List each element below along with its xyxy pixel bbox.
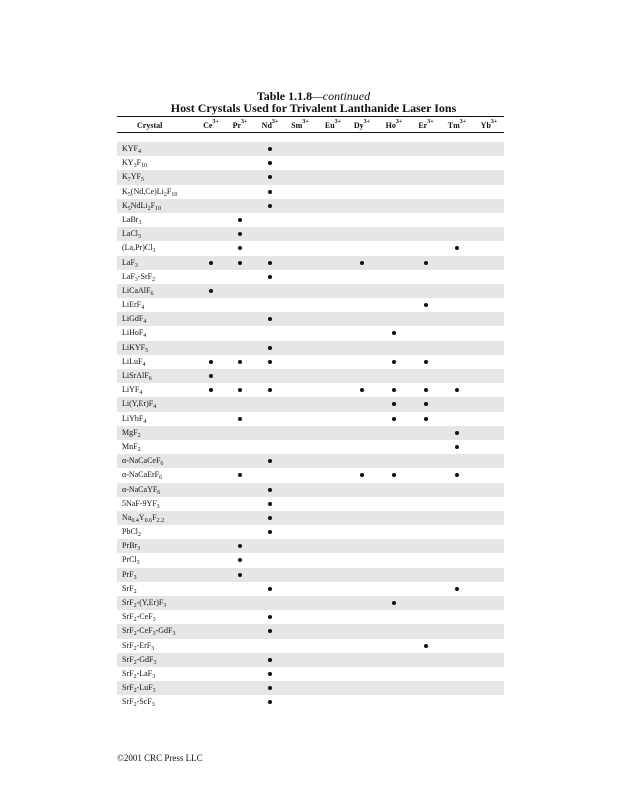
table-row: [117, 639, 504, 653]
ion-marker-pr: [238, 417, 242, 421]
table-row: [117, 582, 504, 596]
ion-marker-ho: [392, 417, 396, 421]
table-row: [117, 170, 504, 184]
ion-marker-nd: [268, 686, 272, 690]
crystal-name: PrBr$_3$: [122, 541, 141, 553]
crystal-name: SrF$_2$-CeF$_3$: [122, 612, 156, 624]
ion-marker-nd: [268, 502, 272, 506]
ion-charge: 3+: [459, 119, 467, 125]
table-row: [117, 695, 504, 709]
crystal-name: SrF$_2$-ErF$_3$: [122, 640, 155, 652]
crystal-name: LiCaAlF$_6$: [122, 285, 154, 297]
ion-marker-nd: [268, 147, 272, 151]
ion-marker-er: [424, 402, 428, 406]
ion-marker-nd: [268, 530, 272, 534]
ion-marker-nd: [268, 360, 272, 364]
ion-marker-nd: [268, 204, 272, 208]
table-subtitle: Host Crystals Used for Trivalent Lanthanide Laser Ions: [170, 101, 457, 115]
ion-symbol: Yb: [480, 121, 491, 130]
ion-charge: 3+: [490, 119, 498, 125]
ion-marker-nd: [268, 488, 272, 492]
ion-marker-pr: [238, 544, 242, 548]
crystal-name: $K_5(Nd,Ce)Li_2F_{10}$: [122, 186, 178, 198]
table-row: [117, 142, 504, 156]
ion-marker-nd: [268, 615, 272, 619]
ion-charge: 3+: [363, 119, 371, 125]
ion-marker-pr: [238, 218, 242, 222]
crystal-name: PrCl$_3$: [122, 555, 140, 567]
ion-marker-nd: [268, 388, 272, 392]
table-row: [117, 568, 504, 582]
ion-marker-tm: [455, 473, 459, 477]
ion-marker-ce: [209, 261, 213, 265]
crystal-name: $Na_{0.4}Y_{0.6}F_{2.2}$: [122, 512, 165, 524]
ion-symbol: Ce: [203, 121, 213, 130]
ion-column-header-er: [411, 121, 441, 130]
ion-marker-nd: [268, 317, 272, 321]
ion-symbol: Er: [418, 121, 428, 130]
table-row: [117, 213, 504, 227]
ion-marker-tm: [455, 431, 459, 435]
ion-charge: 3+: [395, 119, 403, 125]
table-row: [117, 426, 504, 440]
ion-marker-nd: [268, 261, 272, 265]
ion-marker-dy: [360, 473, 364, 477]
crystal-name: LaCl$_3$: [122, 229, 141, 241]
copyright-footer: ©2001 CRC Press LLC: [117, 753, 203, 763]
ion-marker-er: [424, 261, 428, 265]
ion-column-header-ho: [379, 121, 409, 130]
ion-marker-ho: [392, 360, 396, 364]
table-row: [117, 156, 504, 170]
crystal-name: LaBr$_3$: [122, 214, 142, 226]
crystal-name: α-NaCaYF$_6$: [122, 484, 161, 496]
table-row: [117, 553, 504, 567]
ion-marker-pr: [238, 246, 242, 250]
top-rule: [117, 116, 504, 117]
ion-marker-pr: [238, 232, 242, 236]
ion-marker-pr: [238, 388, 242, 392]
crystal-name: SrF$_2$-CeF$_3$-GdF$_3$: [122, 626, 176, 638]
ion-marker-nd: [268, 700, 272, 704]
ion-marker-nd: [268, 161, 272, 165]
ion-marker-pr: [238, 360, 242, 364]
ion-symbol: Ho: [385, 121, 396, 130]
table-row: [117, 497, 504, 511]
crystal-name: LiErF$_4$: [122, 300, 145, 312]
table-row: [117, 468, 504, 482]
ion-symbol: Sm: [291, 121, 303, 130]
crystal-name: SrF$_2$-ScF$_3$: [122, 697, 155, 709]
table-row: [117, 185, 504, 199]
crystal-name: $Li(Y,Er)F_4$: [122, 399, 157, 411]
table-row: [117, 383, 504, 397]
crystal-name: PrF$_3$: [122, 569, 137, 581]
ion-column-header-pr: [225, 121, 255, 130]
ion-charge: 3+: [334, 119, 342, 125]
crystal-name: PbCl$_2$: [122, 527, 142, 539]
table-row: [117, 483, 504, 497]
ion-marker-nd: [268, 459, 272, 463]
crystal-name: $KYF_4$: [122, 144, 142, 155]
ion-marker-nd: [268, 346, 272, 350]
crystal-name: SrF$_2$-LuF$_3$: [122, 683, 156, 695]
crystal-name: SrF$_2$-LaF$_3$: [122, 668, 156, 680]
table-row: [117, 454, 504, 468]
table-row: [117, 412, 504, 426]
ion-marker-pr: [238, 261, 242, 265]
table-row: [117, 525, 504, 539]
ion-marker-nd: [268, 672, 272, 676]
table-row: [117, 397, 504, 411]
ion-marker-ho: [392, 473, 396, 477]
ion-marker-nd: [268, 629, 272, 633]
table-header: [117, 121, 504, 132]
table-row: [117, 369, 504, 383]
ion-charge: 3+: [427, 119, 434, 125]
ion-marker-er: [424, 360, 428, 364]
crystal-name: α-NaCaCeF$_6$: [122, 456, 164, 468]
ion-column-header-dy: [347, 121, 377, 130]
ion-symbol: Nd: [261, 121, 272, 130]
table-row: [117, 596, 504, 610]
ion-marker-ce: [209, 289, 213, 293]
ion-symbol: Eu: [324, 121, 335, 130]
crystal-name: LaF$_3$: [122, 257, 138, 269]
table-row: [117, 511, 504, 525]
table-row: [117, 667, 504, 681]
table-row: [117, 653, 504, 667]
ion-marker-nd: [268, 190, 272, 194]
ion-marker-tm: [455, 388, 459, 392]
crystal-name: LiHoF$_4$: [122, 328, 147, 340]
crystal-name: LiLuF$_4$: [122, 356, 146, 368]
crystal-name: $5NaF-9YF_3$: [122, 498, 160, 510]
ion-marker-er: [424, 644, 428, 648]
ion-symbol: Tm: [447, 121, 460, 130]
ion-symbol: Pr: [232, 121, 241, 130]
crystal-name: LiYF$_4$: [122, 385, 143, 397]
ion-charge: 3+: [212, 119, 219, 125]
crystal-name: LiKYF$_5$: [122, 342, 149, 354]
table-row: [117, 256, 504, 270]
crystal-name: LiGdF$_4$: [122, 314, 147, 326]
ion-marker-nd: [268, 587, 272, 591]
ion-marker-pr: [238, 573, 242, 577]
ion-symbol: Dy: [353, 121, 364, 130]
crystal-name: LiSrAlF$_6$: [122, 371, 152, 382]
ion-marker-ho: [392, 601, 396, 605]
ion-marker-er: [424, 388, 428, 392]
ion-marker-ce: [209, 388, 213, 392]
header-rule: [117, 132, 504, 133]
crystal-name: LaF$_3$-SrF$_2$: [122, 271, 156, 283]
crystal-name: SrF$_2$-GdF$_3$: [122, 654, 157, 666]
crystal-name: $KY_3F_{10}$: [122, 158, 148, 170]
ion-marker-pr: [238, 558, 242, 562]
ion-marker-tm: [455, 445, 459, 449]
ion-marker-nd: [268, 658, 272, 662]
crystal-name: α-NaCaErF$_6$: [122, 470, 163, 482]
ion-column-header-tm: [442, 121, 472, 130]
table-row: [117, 681, 504, 695]
table-row: [117, 241, 504, 255]
ion-marker-ce: [209, 374, 213, 378]
crystal-name: MgF$_2$: [122, 427, 141, 439]
table-row: [117, 440, 504, 454]
ion-marker-ho: [392, 402, 396, 406]
ion-marker-nd: [268, 516, 272, 520]
ion-marker-tm: [455, 587, 459, 591]
ion-column-header-ce: [196, 121, 226, 130]
ion-marker-tm: [455, 246, 459, 250]
table-row: [117, 199, 504, 213]
ion-charge: 3+: [302, 119, 309, 125]
crystal-name: LiYbF$_4$: [122, 413, 147, 425]
ion-column-header-eu: [318, 121, 348, 130]
ion-marker-ce: [209, 360, 213, 364]
table-body: [117, 142, 504, 710]
ion-marker-er: [424, 417, 428, 421]
ion-marker-nd: [268, 175, 272, 179]
ion-marker-dy: [360, 388, 364, 392]
table-row: [117, 355, 504, 369]
ion-column-header-nd: [255, 121, 285, 130]
ion-marker-ho: [392, 388, 396, 392]
ion-charge: 3+: [271, 119, 279, 125]
table-row: [117, 270, 504, 284]
ion-marker-nd: [268, 275, 272, 279]
ion-column-header-yb: [474, 121, 504, 130]
table-row: [117, 312, 504, 326]
table-row: [117, 610, 504, 624]
crystal-name: $SrF_2-(Y,Er)F_3$: [122, 598, 167, 609]
crystal-column-header: Crystal: [137, 121, 163, 130]
crystal-name: MnF$_2$: [122, 441, 141, 453]
table-row: [117, 227, 504, 241]
crystal-name: $K_7YF_5$: [122, 172, 145, 184]
crystal-name: $(La,Pr)Cl_3$: [122, 243, 156, 255]
ion-marker-ho: [392, 331, 396, 335]
ion-marker-pr: [238, 473, 242, 477]
table-row: [117, 341, 504, 355]
table-title: Table 1.1.8—continued: [256, 89, 371, 103]
crystal-name: $K_5NdLi_2F_{10}$: [122, 200, 162, 212]
ion-marker-er: [424, 303, 428, 307]
ion-marker-dy: [360, 261, 364, 265]
ion-charge: 3+: [241, 119, 248, 125]
table-row: [117, 284, 504, 298]
table-row: [117, 624, 504, 638]
crystal-name: SrF$_2$: [122, 583, 137, 595]
table-row: [117, 326, 504, 340]
ion-column-header-sm: [285, 121, 315, 130]
table-row: [117, 298, 504, 312]
table-row: [117, 539, 504, 553]
